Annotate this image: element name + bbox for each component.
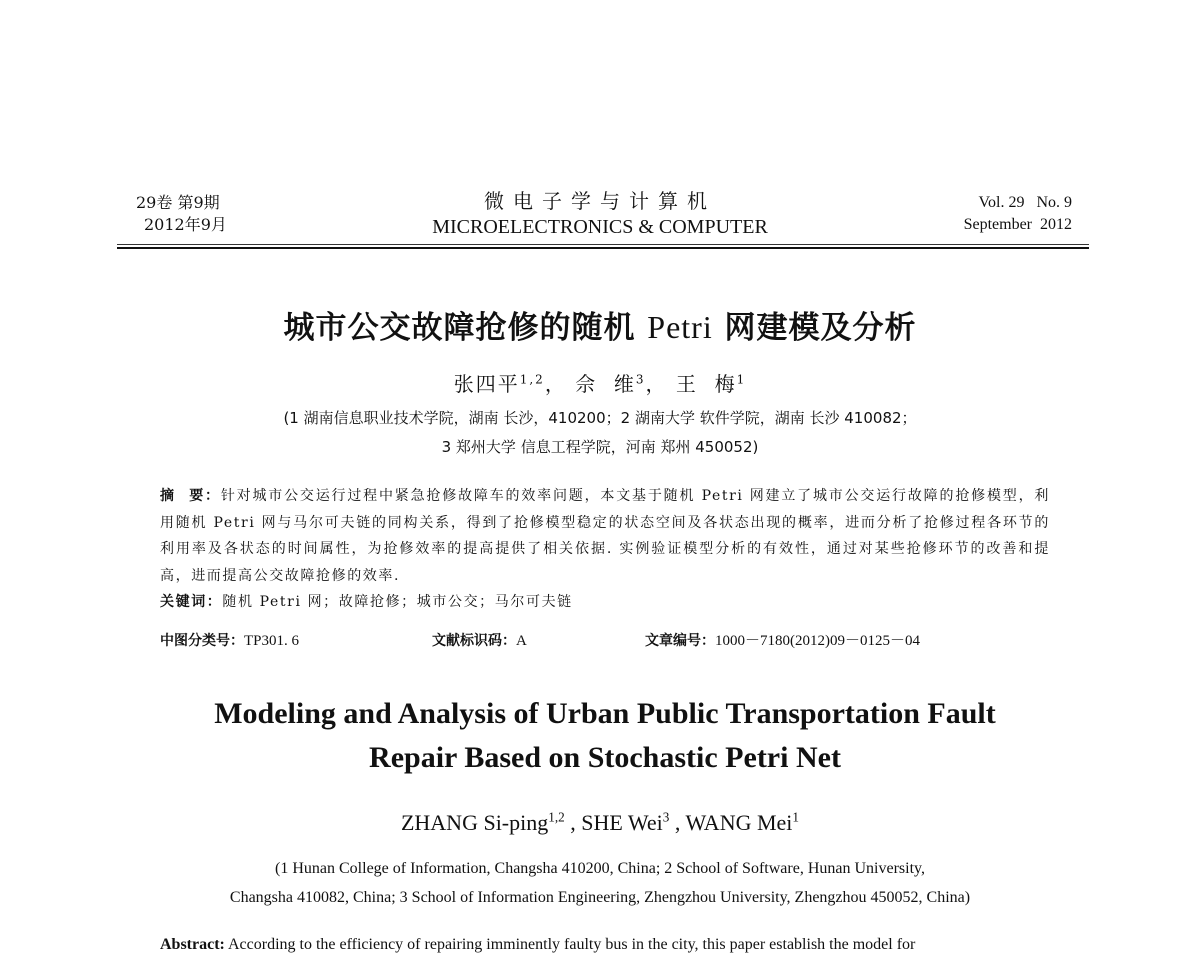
article-number-label: 文章编号： <box>645 633 715 649</box>
author-sep: ， <box>645 372 668 396</box>
doc-code-value: A <box>516 633 527 649</box>
affiliations-en <box>0 854 1200 912</box>
author-name: ZHANG Si-ping <box>400 810 549 835</box>
article-number-field <box>645 630 920 653</box>
volume-issue-cn: 29卷 第9期 <box>136 193 220 212</box>
abstract-text-cn: 针对城市公交运行过程中紧急抢修故障车的效率问题，本文基于随机 Petri 网建立了城市公交运行故障的抢修模型，利用随机 Petri 网与马尔可夫链的同构关系，得到了抢修模型稳定的状态空间及各状态出现的概率，进而分析了抢修过程各环节的利用率及各状态的时间属性，为抢修效率的提高提供了相关依据. 实例验证模型分析的有效性，通过对某些抢修环节的改善和提高，进而提高公交故障抢修的效率. <box>160 488 1050 584</box>
keywords-text-cn: 随机 Petri 网；故障抢修；城市公交；马尔可夫链 <box>222 594 573 610</box>
author-sep: ， <box>544 372 567 396</box>
title-cn-part2: 网建模及分析 <box>712 310 917 346</box>
date-en: September 2012 <box>963 216 1072 233</box>
volume-issue-en: Vol. 29 No. 9 <box>978 194 1072 211</box>
abstract-en <box>160 934 1060 956</box>
abstract-label-en: Abstract: <box>160 936 225 953</box>
doc-code-field <box>432 630 527 653</box>
author-sep: , <box>564 810 582 835</box>
author-affil-sup: 1 <box>736 372 747 387</box>
clc-value: TP301. 6 <box>244 633 300 649</box>
author-name: 王 梅 <box>675 372 737 396</box>
authors-cn <box>0 368 1200 397</box>
affiliation-line: 3 郑州大学 信息工程学院，河南 郑州 450052) <box>441 438 759 456</box>
doc-code-label: 文献标识码： <box>432 633 516 649</box>
author-name: 张四平 <box>453 372 520 396</box>
affiliation-line: (1 Hunan College of Information, Changsha 410200, China; 2 School of Software, Hunan University, <box>275 860 925 877</box>
title-en-line: Repair Based on Stochastic Petri Net <box>369 741 841 774</box>
abstract-cn <box>160 483 1050 616</box>
header-rule-thick <box>117 247 1089 249</box>
journal-name-cn: 微电子学与计算机 <box>484 189 716 213</box>
header-rule-thin <box>117 244 1089 245</box>
article-number-value: 1000－7180(2012)09－0125－04 <box>715 633 920 649</box>
affiliation-line: (1 湖南信息职业技术学院，湖南 长沙，410200；2 湖南大学 软件学院，湖南 长沙 410082； <box>283 409 917 427</box>
title-en-line: Modeling and Analysis of Urban Public Transportation Fault <box>214 697 996 730</box>
affiliation-line: Changsha 410082, China; 3 School of Information Engineering, Zhengzhou University, Zhengzhou 450052, China) <box>229 889 971 906</box>
author-affil-sup: 1 <box>792 809 800 825</box>
clc-label: 中图分类号： <box>160 633 244 649</box>
clc-field <box>160 630 299 653</box>
title-cn-part1: 城市公交故障抢修的随机 <box>283 310 648 346</box>
author-name: 佘 维 <box>575 372 636 396</box>
date-cn: 2012年9月 <box>144 215 227 234</box>
journal-name-en: MICROELECTRONICS & COMPUTER <box>432 216 768 238</box>
keywords-label-cn: 关键词： <box>160 594 223 610</box>
abstract-text-en: According to the efficiency of repairing imminently faulty bus in the city, this paper establish the model for <box>224 936 916 953</box>
author-affil-sup: 1,2 <box>519 372 545 387</box>
authors-en <box>0 810 1200 836</box>
abstract-label-cn: 摘 要： <box>160 488 221 504</box>
paper-title-en <box>0 692 1200 780</box>
running-header-journal <box>360 188 840 240</box>
title-cn-latin: Petri <box>647 309 713 345</box>
author-sep: , <box>669 810 686 835</box>
author-affil-sup: 3 <box>662 809 670 825</box>
author-name: WANG Mei <box>685 810 793 835</box>
paper-title-cn <box>0 302 1200 347</box>
running-header-left <box>136 192 227 236</box>
author-name: SHE Wei <box>581 810 663 835</box>
author-affil-sup: 3 <box>635 372 646 387</box>
author-affil-sup: 1,2 <box>548 809 565 825</box>
running-header-right <box>964 192 1072 236</box>
affiliations-cn <box>0 404 1200 462</box>
